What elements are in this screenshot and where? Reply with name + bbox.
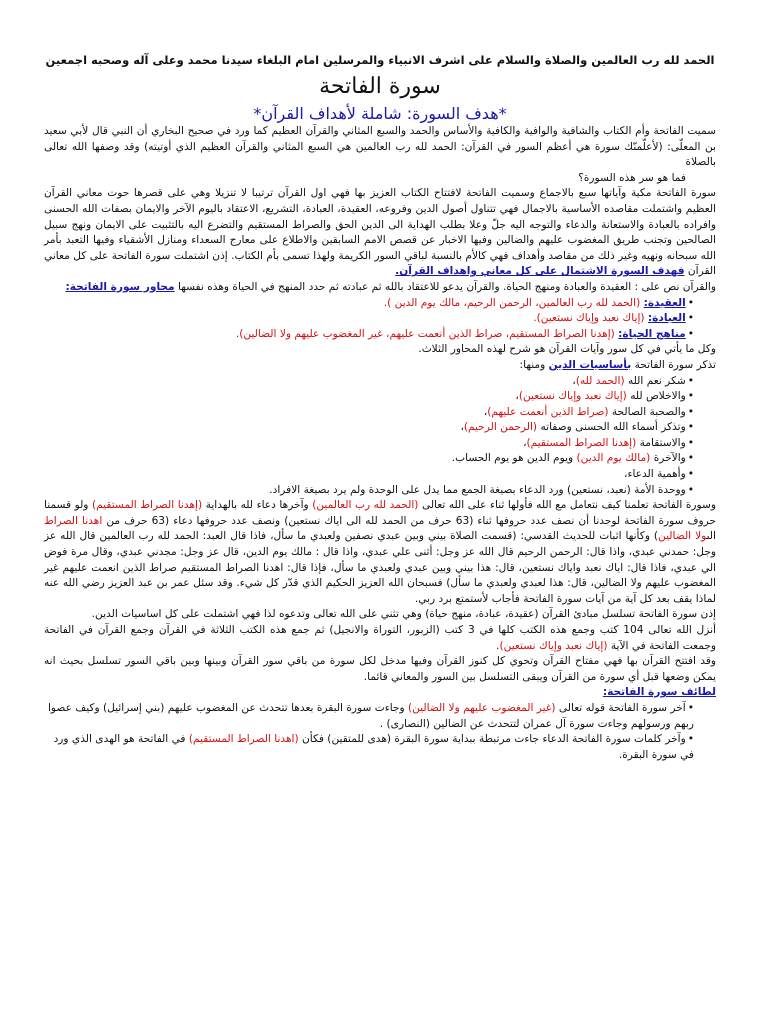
opening-praise: الحمد لله رب العالمين والصلاة والسلام على اشرف الانبياء والمرسلين امام البلغاء سيدنا محمد وعلى آله وصحبه اجمعين — [45, 53, 715, 67]
document-page — [44, 52, 716, 763]
subtleties-list — [44, 701, 716, 763]
basic-item: •والاخلاص لله (إياك نعبد وإياك نستعين)، — [515, 390, 694, 403]
axes-intro-text: والقرآن نص على : العقيدة والعبادة ومنهج الحياة. والقرآن يدعو للاعتقاد بالله ثم عبادته ثم حدد المنهج في الحياة وهذه نفسها — [178, 280, 716, 293]
basic-item: •والصحبة الصالحة (صراط الذين أنعمت عليهم)، — [483, 405, 694, 418]
axis-text: (إهدنا الصراط المستقيم، صراط الذين أنعمت عليهم، غير المغضوب عليهم ولا الضالين). — [235, 327, 615, 340]
surah-goal: *هدف السورة: شاملة لأهداف القرآن* — [253, 104, 507, 123]
basics-intro-end: ومنها: — [519, 358, 546, 371]
paragraph-names: سميت الفاتحة وأم الكتاب والشافية والوافية والكافية والأساس والحمد والسبع المثاني والقرآن العظيم كما ورد في صحيح البخاري أن النبي قال لأبي سعيد بن المعلّى: (لأعلّمنّك سورة هي أعظم السور في القرآن: الحمد لله رب العالمين هي السبع المثاني والقرآن العظيم الذي أوتيته) وقد وصفها الله تعالى بالصلاة — [44, 125, 716, 169]
basics-list — [44, 374, 716, 499]
subtitle-subtleties: لطائف سورة الفاتحة: — [602, 686, 716, 699]
paragraph-key: وقد افتتح القرآن بها فهي مفتاح القرآن وتحوي كل كنوز القرآن وفيها مدخل لكل سورة من باقي سور القرآن وبينها وبين باقي السور تسلسل بحيث انه يمكن وضعها قبل أي سورة من القرآن ويبقى التسلسل بين السور والمعاني قائما. — [44, 655, 716, 683]
basic-item: •شكر نعم الله (الحمد لله)، — [572, 374, 694, 387]
axes-list — [44, 296, 716, 343]
axis-label: العقيدة: — [643, 296, 686, 309]
question-secret: فما هو سر هذه السورة؟ — [578, 171, 686, 184]
paragraph-explanation: وكل ما يأتي في كل سور وآيات القرآن هو شرح لهذه المحاور الثلاث. — [418, 343, 716, 356]
basic-item: •والآخرة (مالك يوم الدين) ويوم الدين هو يوم الحساب. — [451, 452, 694, 465]
axis-item: •العبادة: (إياك نعبد وإياك نستعين). — [533, 312, 694, 325]
axis-text: (إياك نعبد وإياك نستعين). — [533, 312, 645, 325]
basics-intro-text: تذكر سورة الفاتحة — [634, 358, 716, 371]
axis-text: (الحمد لله رب العالمين، الرحمن الرحيم، مالك يوم الدين ). — [383, 296, 641, 309]
paragraph-overview — [44, 186, 716, 280]
page-title: سورة الفاتحة — [319, 74, 441, 99]
axis-item: •العقيدة: (الحمد لله رب العالمين، الرحمن الرحيم، مالك يوم الدين ). — [383, 296, 694, 309]
axis-label: مناهج الحياة: — [618, 327, 686, 340]
basic-item: •وأهمية الدعاء، — [624, 468, 694, 481]
paragraph-praise-prayer: وسورة الفاتحة تعلمنا كيف نتعامل مع الله فأولها ثناء على الله تعالى (الحمد لله رب العالمين) وآخرها دعاء لله بالهداية (إهدنا الصراط المستقيم) ولو قسمنا حروف سورة الفاتحة لوجدنا أن نصف عدد حروفها ثناء (63 حرف من الحمد لله الى اياك نستعين) ونصف عدد حروفها دعاء (63 حرف من اهدنا الصراط الىولا الضالين) وكأنها اثبات للحديث القدسي: (قسمت الصلاة بيني وبين عبدي نصفين ولعبدي ما سأل، فاذا قال العبد: الحمد لله رب العالمين قال الله عز وجل: حمدني عبدي، واذا قال: الرحمن الرحيم قال الله عز وجل: أثنى علي عبدي، واذا قال : مالك يوم الدين، قال عز وجل: مجدني عبدي، وقال مرة فوض الي عبدي، فاذا قال: اياك نعبد واياك نستعين، قال: هذا بيني وبين عبدي ولعبدي ما سأل، فإذا قال: اهدنا الصراط المستقيم صراط الذين انعمت عليهم غير المغضوب عليهم ولا الضالين، قال: هذا لعبدي ولعبدي ما سأل) فسبحان الله العزيز الحكيم الذي قدّر كل شيء. وقد سئل عمر بن عبد العزيز رضي الله عنه لماذا يقف بعد كل آية من آيات سورة الفاتحة فأجاب لأستمتع برد ربي. — [44, 499, 717, 605]
paragraph-books: أنزل الله تعالى 104 كتب وجمع هذه الكتب كلها في 3 كتب (الزبور، التوراة والانجيل) ثم جمع هذه الكتب الثلاثة في القرآن وجمع القرآن في الفاتحة وجمعت الفاتحة في الآية (إياك نعبد وإياك نستعين). — [44, 624, 716, 652]
axis-item: •مناهج الحياة: (إهدنا الصراط المستقيم، صراط الذين أنعمت عليهم، غير المغضوب عليهم ولا الضالين). — [235, 327, 694, 340]
subtlety-item: •آخر سورة الفاتحة قوله تعالى (غير المغضوب عليهم ولا الضالين) وجاءت سورة البقرة بعدها تتحدث عن المغضوب عليهم (بني إسرائيل) وكيف عصوا ربهم ورسولهم وجاءت سورة آل عمران لتتحدث عن الضالين (النصارى) . — [47, 701, 694, 730]
paragraph-axes-intro — [44, 280, 716, 296]
axes-heading: محاور سورة الفاتحة: — [65, 280, 175, 293]
basic-item: •ووحدة الأمة (نعبد، نستعين) ورد الدعاء بصيغة الجمع مما يدل على الوحدة ولم يرد بصيغة الافراد. — [269, 483, 694, 496]
basic-item: •والاستقامة (إهدنا الصراط المستقيم)، — [523, 436, 694, 449]
subtlety-item: •وآخر كلمات سورة الفاتحة الدعاء جاءت مرتبطة ببداية سورة البقرة (هدى للمتقين) فكأن (اهدنا الصراط المستقيم) في الفاتحة هو الهدى الذي ورد في سورة البقرة. — [53, 733, 694, 761]
basic-item: •وتذكر أسماء الله الحسنى وصفاته (الرحمن الرحيم)، — [460, 421, 694, 434]
axis-label: العبادة: — [647, 312, 686, 325]
overview-text: سورة الفاتحة مكية وآياتها سبع بالاجماع وسميت الفاتحة لافتتاح الكتاب العزيز بها فهي اول القرآن ترتيبا لا تنزيلا وهي على قصرها حوت معاني القرآن العظيم واشتملت مقاصده الأساسية بالاجمال فهي تتناول أصول الدين وفروعه، العقيدة، العبادة، التشريع، الاعتقاد باليوم الآخر والايمان بصفات الله الحسنى وافراده بالعبادة والاستعانة والدعاء والتوجه اليه جلّ وعلا بطلب الهداية الى الدين الحق والصراط المستقيم والتضرع اليه بالتثبيت على الايمان ونهج سبيل الصالحين وتجنب طريق المغضوب عليهم والضالين وفيها الاخبار عن قصص الامم السابقين والاطلاع على معارج السعداء ومنازل الأشقياء وفيها التعبد بأمر الله سبحانه ونهيه وغير ذلك من مقاصد وأهداف فهي كالأم بالنسبة لباقي السور الكريمة ولهذا تسمى بأم الكتاب. إذن اشتملت سورة الفاتحة على كل معاني القرآن — [44, 187, 716, 278]
overview-goal: فهدف السورة الاشتمال على كل معاني واهداف القرآن. — [395, 265, 685, 278]
paragraph-principles: إذن سورة الفاتحة تسلسل مبادئ القرآن (عقيدة، عبادة، منهج حياة) وهي تثني على الله تعالى وتدعوه لذا فهي اشتملت على كل اساسيات الدين. — [91, 608, 716, 621]
basics-highlight: بأساسيات الدين — [548, 358, 632, 371]
paragraph-basics-intro — [44, 358, 716, 374]
